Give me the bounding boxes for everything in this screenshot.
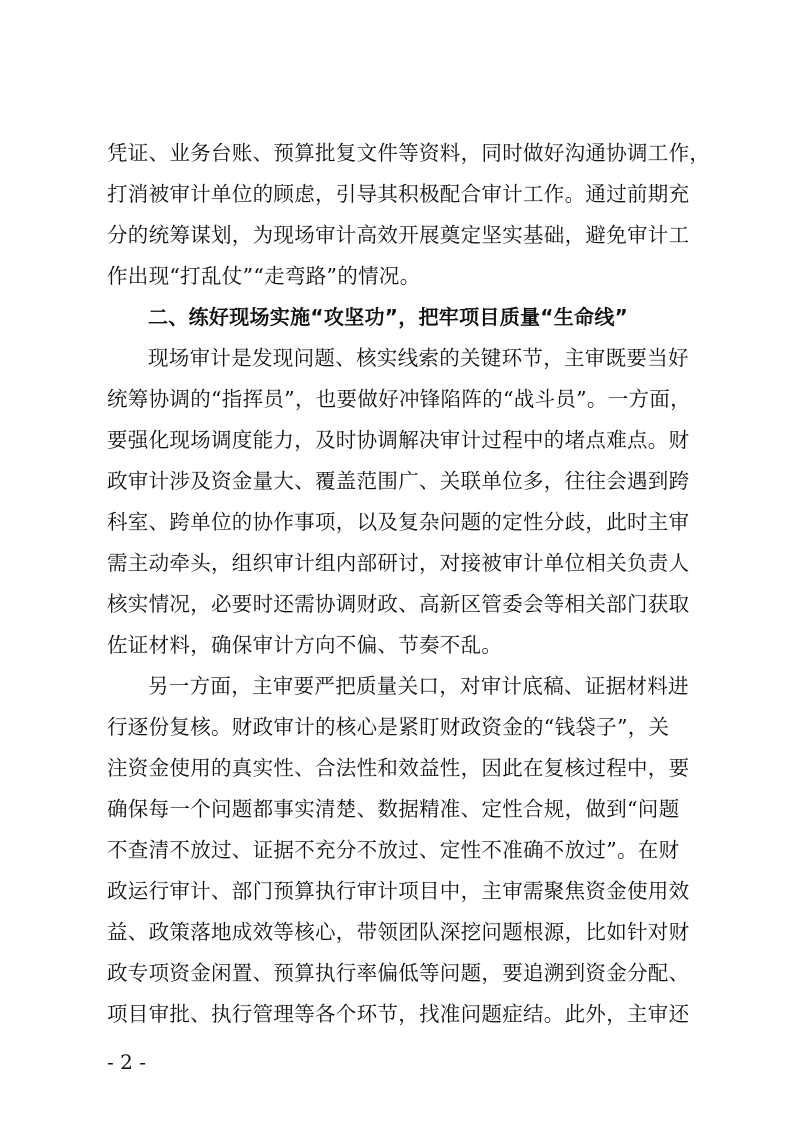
paragraph-2-line-1: 现场审计是发现问题、核实线索的关键环节，主审既要当好 bbox=[148, 346, 689, 370]
paragraph-2-line-2: 统筹协调的“指挥员”，也要做好冲锋陷阵的“战斗员”。一方面， bbox=[107, 387, 691, 411]
paragraph-1-line-4: 作出现“打乱仗”“走弯路”的情况。 bbox=[107, 264, 421, 288]
paragraph-3-line-3: 注资金使用的真实性、合法性和效益性，因此在复核过程中，要 bbox=[107, 756, 690, 780]
paragraph-1-line-2: 打消被审计单位的顾虑，引导其积极配合审计工作。通过前期充 bbox=[107, 182, 690, 206]
paragraph-2-line-8: 佐证材料，确保审计方向不偏、节奏不乱。 bbox=[107, 633, 503, 657]
paragraph-3-line-1: 另一方面，主审要严把质量关口，对审计底稿、证据材料进 bbox=[148, 674, 689, 698]
paragraph-2-line-4: 政审计涉及资金量大、覆盖范围广、关联单位多，往往会遇到跨 bbox=[107, 469, 690, 493]
paragraph-1-line-1: 凭证、业务台账、预算批复文件等资料，同时做好沟通协调工作， bbox=[107, 141, 711, 165]
paragraph-3-line-2: 行逐份复核。财政审计的核心是紧盯财政资金的“钱袋子”，关 bbox=[107, 715, 670, 739]
paragraph-3-line-8: 政专项资金闲置、预算执行率偏低等问题，要追溯到资金分配、 bbox=[107, 961, 690, 985]
paragraph-2-line-7: 核实情况，必要时还需协调财政、高新区管委会等相关部门获取 bbox=[107, 592, 690, 616]
paragraph-1-line-3: 分的统筹谋划，为现场审计高效开展奠定坚实基础，避免审计工 bbox=[107, 223, 690, 247]
paragraph-3-line-7: 益、政策落地成效等核心，带领团队深挖问题根源，比如针对财 bbox=[107, 920, 690, 944]
paragraph-3-line-4: 确保每一个问题都事实清楚、数据精准、定性合规，做到“问题 bbox=[107, 797, 680, 821]
paragraph-2-line-3: 要强化现场调度能力，及时协调解决审计过程中的堵点难点。财 bbox=[107, 428, 690, 452]
paragraph-3-line-5: 不查清不放过、证据不充分不放过、定性不准确不放过”。在财 bbox=[107, 838, 680, 862]
paragraph-2-line-5: 科室、跨单位的协作事项，以及复杂问题的定性分歧，此时主审 bbox=[107, 510, 690, 534]
paragraph-3-line-6: 政运行审计、部门预算执行审计项目中，主审需聚焦资金使用效 bbox=[107, 879, 690, 903]
paragraph-2-line-6: 需主动牵头，组织审计组内部研讨，对接被审计单位相关负责人 bbox=[107, 551, 690, 575]
page-number: - 2 - bbox=[107, 1050, 146, 1074]
section-heading: 二、练好现场实施“攻坚功”，把牢项目质量“生命线” bbox=[148, 305, 629, 329]
paragraph-3-line-9: 项目审批、执行管理等各个环节，找准问题症结。此外，主审还 bbox=[107, 1002, 690, 1026]
